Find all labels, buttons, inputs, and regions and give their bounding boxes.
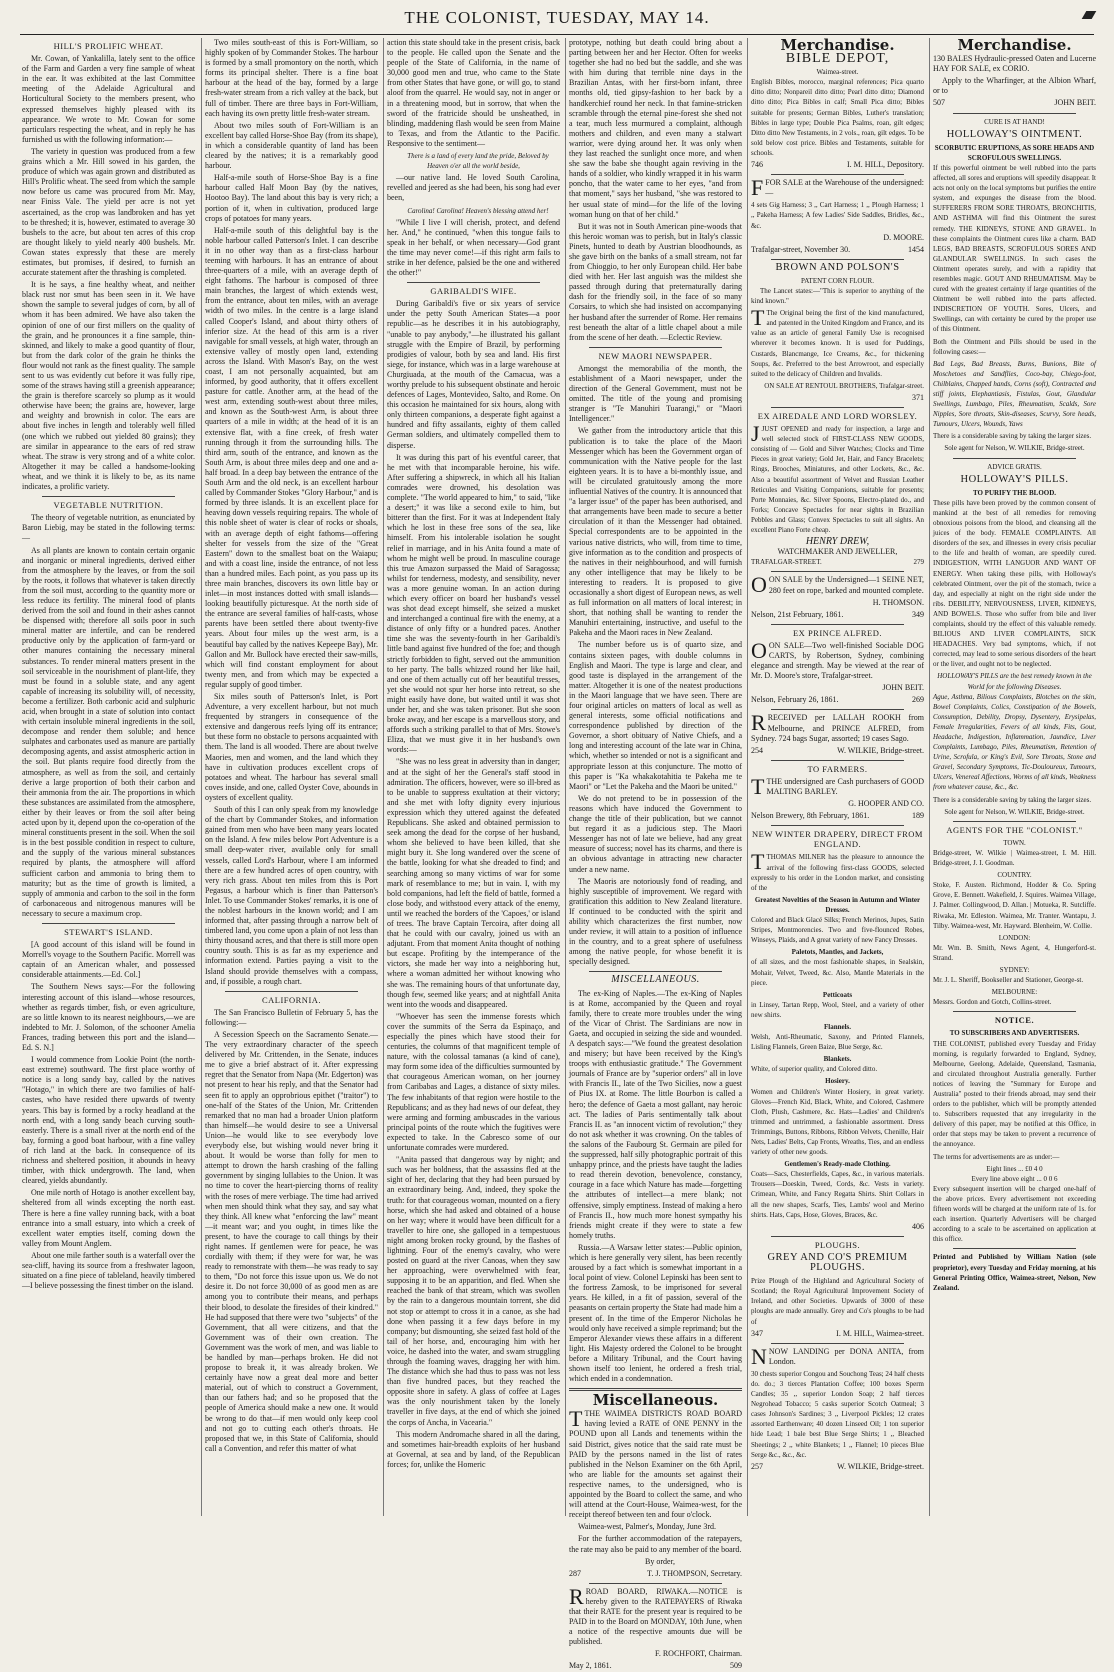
paragraph: We do not pretend to be in possession of the reasons which have induced the Government to change the title of their publication, but we cannot but regard it as a judicious step. The Maori Messenger has not of late we believe, had any great measure of success; novel has its charms, and there is an obvious advantage in attracting new character under a new name.: [569, 793, 742, 874]
column-5: [751, 38, 924, 1516]
paragraph: South of this I can only speak from my knowledge of the chart by Commander Stokes, and information gained from men who have been many years located on the Island. A few miles below Port Adventure is a small deep-water river, available only for small vessels, called Lord's Harbour, where I am informed there are a few hundred acres of open country, with very rich grass. About ten miles from this is Port Pegasus, a harbour which is finer than Patterson's Inlet. To use Commander Stokes' remarks, it is one of the noblest harbours in the known world; and I am informed that, after passing through a narrow belt of timbered land, you come upon a plain of not less than thirty thousand acres, and that there is still more open country south. This is as far as my experience and information extend. Parties paying a visit to the Island should provide themselves with a compass, and, if possible, a rough chart.: [205, 805, 378, 986]
paragraph: The Southern News says:—For the following interesting account of this island—whose resources, whether as regards timber, fish, or even agriculture, are so little known to its nearest neighbours,—we are indebted to Mr. J. Solomon, of the schooner Amelia Frances, trading between this port and the island—Ed. S. N.]: [22, 982, 195, 1052]
column-rule: [201, 38, 202, 1516]
paragraph: The number before us is of quarto size, and contains sixteen pages, with double columns in English and Maori. The type is large and clear, and good taste is displayed in the arrangement of the matter. Altogether it is one of the neatest productions in the Maori language that we have seen. There are four original articles on matters of local as well as general interests, some official notifications and correspondence published by direction of the Governor, a short obituary of Native Chiefs, and a long and interesting account of the late war in China, which, whether so intended or not is a significant and appropriate lesson at this conjuncture. The motto of this paper is "Ka whakakotahitia te Pakeha me te Maori" or "Let the Pakeha and the Maori be united.": [569, 640, 742, 791]
ad-prince-alfred: EX PRINCE ALFRED. O ON SALE—Two well-finished Sociable DOG CARTS, by Robertson, Sydney, combining elegance and strength. May be viewed at the rear of Mr. D. Moore's store, Trafalgar-street. JOHN BEIT. Nelson, February 26, 1861. 269: [751, 627, 924, 705]
paragraph: This modern Andromache shared in all the daring, and sometimes hair-breadth exploits of her husband at Governal, at sea and by land, of the Republican forces; for, unlike the Homeric: [387, 1429, 560, 1469]
page-title: THE COLONIST, TUESDAY, MAY 14.: [404, 8, 710, 27]
paragraph: Mr. Cowan, of Yankalilla, lately sent to the office of the Farm and Garden a very fine sample of wheat in the ear. It was exhibited at the last Committee meeting of the Adelaide Agricultural and Horticultural Society to the members present, who expressed themselves highly pleased with its appearance. We wrote to Mr. Cowan for some particulars respecting the wheat, and in reply he has furnished us with the following information:—: [22, 54, 195, 144]
paragraph: "She was no less great in adversity than in danger; and at the sight of her the General's staff stood in admiration. The officers, however, were so ill-bred as to be unable to suppress exultation at their victory; and she met with lofty dignity every injurious expression which they uttered against the defeated Republicans. She asked and obtained permission to seek among the dead for the corpse of her husband, whom she believed to have been killed, that she might bury it. She long wandered over the scene of the battle, looking for what she dreaded to find; and searching among so many victims of war for some mark of resemblance to me; but in vain. I, with my bold companions, had left the field of battle, formed a close body, and withstood every attack of the enemy, until we reached the borders of the 'Capoes,' or island of trees. The brave Captain Tercoira, after doing all that he could with our cavalry, joined us with an adjutant. From that moment Anita thought of nothing but escape. Profiting by the intemperance of the victors, she made her way into a neighboring hut, where a woman admitted her without knowing who she was. The remaining hours of that unfortunate day, though few, seemed like years; and at nightfall Anita went into the woods and disappeared.: [387, 757, 560, 1009]
column-rule: [929, 38, 930, 1516]
paragraph: Russia.—A Warsaw letter states:—Public opinion, which is here generally very silent, has been recently aroused by a fact which is somewhat important in a local point of view. Colonel Lepinski has been sent to the fortress Zamosk, to be imprisoned for several years. He killed, in a fit of passion, several of the peasants on certain property the State had made him a present of. In the time of the Emperor Nicholas he would only have received a simple reprimand; but the Emperor Alexander views these affairs in a different light. His Majesty ordered the Colonel to be brought before a Military Tribunal, and the Court having shown itself too lenient, he ordered a fresh trial, which ended in a condemnation.: [569, 1242, 742, 1384]
ad-notice: NOTICE. TO SUBSCRIBERS AND ADVERTISERS. THE COLONIST, published every Tuesday and Friday morning, is regularly forwarded to England, Sydney, Melbourne, Geelong, Adelaide, Queensland, Tasmania, and circulated throughout Australia generally. Further notices of leaving the "Summary for Europe and Australia" posted to their friends abroad, may send their orders to the publisher, which will be promptly attended to. Subscribers requested that any irregularity in the delivery of this paper, may be notified at this Office, in order that steps may be taken to prevent a recurrence of the annoyance. The terms for advertisements are as under:— Eight lines ... £0 4 0 Every line above eight ... 0 0 6 Every subsequent insertion will be charged one-half of the above prices. Every advertisement not exceeding fifteen words will be charged at the uniform rate of 1s. for each insertion. Quarterly Advertisers will be charged according to a scale to be ascertained on application at this office. Printed and Published by William Nation (sole proprietor), every Tuesday and Friday morning, at his General Printing Office, Waimea-street, Nelson, New Zealand.: [933, 1015, 1096, 1292]
paragraph: But it was not in South American pine-woods that this heroic woman was to perish, but in Italy's classic Pinets, hunted to death by Austrian bloodhounds, as she gave birth on the banks of a small stream, not far from Chioggio, to her only European child. Her babe died with her. Her last anguish was the mildest she passed through during that preternaturally daring dash for the friendly soil, in the face of so many Corsairs, to which she had insisted on accompanying her husband after the surrender of Rome. Her remains rest beneath the altar of a little chapel about a mile from the scene of her death. —Eclectic Review.: [569, 221, 742, 342]
ad-holloway-ointment: CURE IS AT HAND! HOLLOWAY'S OINTMENT. SCORBUTIC ERUPTIONS, AS SORE HEADS AND SCROFULOUS SWELLINGS. If this powerful ointment be well rubbed into the parts affected, all sores and eruptions will speedily disappear. It acts not only on the local symptoms but purifies the entire system, and expunges the disease from the blood. SUFFERERS FROM SORE THROATS, BRONCHITIS, AND ASTHMA will find this Ointment the surest remedy. THE KIDNEYS, STONE AND GRAVEL. In these complaints the Ointment cures like a charm. BAD LEGS, BAD BREASTS, SCROFULOUS SORES AND GLANDULAR SWELLINGS. In such cases the Ointment operates surely, and with a rapidity that resembles magic. GOUT AND RHEUMATISM. May be cured with the greatest certainty if large quantities of the Ointment be well rubbed into the parts affected. INDISCRETION OF YOUTH. Sores, Ulcers, and Swellings, can with certainty be cured by the proper use of this Ointment. Both the Ointment and Pills should be used in the following cases:— Bad Legs, Bad Breasts, Burns, Bunions, Bite of Moschetoes and Sandflies, Coco-bay, Chiego-foot, Chilblains, Chapped hands, Corns (soft), Contracted and stiff joints, Elephantiasis, Fistulas, Gout, Glandular Swellings, Lumbago, Piles, Rheumatism, Scalds, Sore Nipples, Sore throats, Skin-diseases, Scurvy, Sore heads, Tumours, Ulcers, Wounds, Yaws There is a considerable saving by taking the larger sizes. Sole agent for Nelson, W. WILKIE, Bridge-street.: [933, 117, 1096, 453]
paragraph: It was during this part of his eventful career, that he met with that incomparable heroine, his wife. After suffering a shipwreck, in which all his Italian comrades were drowned, his desolation was complete. "The world appeared to him," to said, "like a desert;" it was like a second exile to him, but bitterer than the first. For it was at Independent Italy which he lost in these free sons of the sea, like himself. From his intolerable isolation he sought relief in marriage, and in his Anita found a mate of whom he might well be proud. In masculine courage this true Amazon surpassed the Maid of Saragossa; whilst for tenderness, modesty, and sensibility, never was a more genuine woman. In an action during which every officer on board her husband's vessel was shot dead except himself, she seized a musket and interchanged a continual fire with the enemy, at a distance of only fifty or a hundred paces. Another time she was the seventy-fourth in her Garibaldi's little band against five hundred of the foe; and though strictly forbidden to fight, served out the ammunition to her party. The balls whizzed round her like hail, and one of them actually cut off her beautiful tresses, yet she would not spur her horse into retreat, so she might easily have done, but waited until it was shot under her, and she was taken prisoner. But she soon broke away, and her escape is a marvellous story, and affords such a striking parallel to that of Mrs. Stowe's Eliza, that we must give it in her husband's own words:—: [387, 452, 560, 755]
column-6: [933, 38, 1096, 1516]
ad-riwaka-road-board: R ROAD BOARD, RIWAKA.—NOTICE is hereby given to the RATEPAYERS of Riwaka that their RATE for the present year is required to be PAID in to the Board on MONDAY, 10th June, when a notice of the respective amounts due will be published. F. ROCHFORT, Chairman. May 2, 1861. 509: [569, 1583, 742, 1671]
column-rule: [565, 38, 566, 1516]
paragraph: A Secession Speech on the Sacramento Senate.—The very extraordinary character of the speech delivered by Mr. Crittenden, in the Senate, induces me to give a brief abstract of it. After expressing regret that the Senator from Napa (Mr. Edgerton) was not present to hear his reply, and that the Senator had seen fit to apply an opprobrious epithet ("traitor") to one-half of the States of the Union, Mr. Crittenden remarked that no man had a broader Union platform than himself—he would desire to see a Universal Union—he would like to see everybody love everybody else, but wishing would never bring it about. It would be worse than folly for men to attempt to drown the harsh crashing of the falling government by singing lullabies to the Union. It was no time to cover the heart-piercing thorns of reality with the roses of mere verbiage. The time had arrived when men should think what they say, and say what they think. All knew what "enforcing the law" meant—it meant war; and you ought, in times like the present, to have the courage to call things by their right names. If gentlemen were for peace, he was cordially with them; if they were for war, he was ready to remonstrate with them—he was ready to say to them, "Do not force this issue upon us. We do not desire it. Do not force 30,000 of as good men as are among you to contribute their means, and perhaps their blood, to desolate the firesides of their kindred." He had supposed that there were two "subjects" of the Government, that all were citizens, and that the Government was of their own creation. The Government was the work of men, and was liable to be handled by man—perhaps broken. He did not propose to break it, it was already broken. We certainly have now a great deal more and better material, out of which to construct a Government, than our fathers had; and so he proposed that the people of America should make a new one. It would be wrong to do that—if men would only keep cool and not go to cutting each other's throats. He proposed that we, in this State of California, should call a Convention, and refer this matter of what: [205, 1030, 378, 1453]
paragraph: action this state should take in the present crisis, back to the people. He called upon the Senate and the people of the State of California, in the name of 30,000 good men and true, who came to the State from other States that have gone, or will go, to stand aloof from the quarrel. He would say, not in anger or in a threatening mood, but in sorrow, that when the sword of the fratricide should be unsheathed, in blinding, maddening flash would be seen from Maine to Texas, and from the Atlantic to the Pacific. Responsive to the sentiment—: [387, 38, 560, 148]
section-header-merchandise: Merchandise.: [957, 36, 1072, 54]
masthead: [20, 6, 1094, 35]
column-rule: [383, 38, 384, 1516]
section-title-miscellaneous: MISCELLANEOUS.: [611, 974, 700, 986]
corner-mark-icon: [1084, 6, 1094, 24]
ad-holloway-pills: ADVICE GRATIS. HOLLOWAY'S PILLS. TO PURIFY THE BLOOD. These pills have been proved by the common consent of mankind at the best of all remedies for removing obnoxious poisons from the blood, and cleansing all the juices of the body. FEMALE COMPLAINTS. All disorders of the sex, and illnesses in every crisis peculiar to the life and health of woman, are speedily cured. INDIGESTION, WITH LANGUOR AND WANT OF ENERGY. When taking these pills, with Holloway's celebrated Ointment, over the pit of the stomach, twice a day, and especially at night on the right side under the ribs. DEBILITY, NERVOUSNESS, LIVER, KIDNEYS, AND BOWELS. Those who suffer from bile and liver complaints, should try the effect of this valuable remedy. BILIOUS AND LIVER COMPLAINTS, SICK HEADACHES. Very bad symptoms, which, if not corrected, may lead to some serious disorders of the heart or the liver, and ought not to be neglected. HOLLOWAY'S PILLS are the best remedy known in the World for the following Diseases. Ague, Asthma, Bilious Complaints, Blotches on the skin, Bowel Complaints, Colics, Constipation of the Bowels, Consumption, Debility, Dropsy, Dysentery, Erysipelas, Female Irregularities, Fevers of all kinds, Fits, Gout, Headache, Indigestion, Inflammation, Jaundice, Liver Complaints, Lumbago, Piles, Rheumatism, Retention of Urine, Scrofula, or King's Evil, Sore Throats, Stone and Gravel, Secondary Symptoms, Tic-Douloureux, Tumours, Ulcers, Venereal Affections, Worms of all kinds, Weakness from whatever cause, &c., &c. There is a considerable saving by taking the larger sizes. Sole agent for Nelson, W. WILKIE, Bridge-street.: [933, 462, 1096, 816]
paragraph: During Garibaldi's five or six years of service under the petty South American States—a poor republic—as he describes it in his autobiography, "unable to pay anybody,"—he illustrated his gallant struggle with the Empire of Brazil, by performing prodigies of valour, both by sea and land. His first siege, for instance, which was in a large warehouse at Churgiuada, at the mouth of the Camacua, was a worthy prelude to his subsequent obstinate and heroic defences of Lages, Montevideo, Salto, and Rome. On this occasion he maintained for six hours, along with only thirteen companions, a desperate fight against a hundred and fifty assailants, eighty of them called German soldiers, and ultimately compelled them to disperse.: [387, 299, 560, 450]
paragraph: The San Francisco Bulletin of February 5, has the following:—: [205, 1007, 378, 1027]
paragraph: "Anita passed that dangerous way by night; and such was her boldness, that the assassins fled at the sight of her, declaring that they had been pursued by an extraordinary being. And, indeed, they spoke the truth: for that courageous woman, mounted on a fiery horse, which she had asked and obtained of a house on her way; where it would have been difficult for a traveller to hire one, she galloped in a tempestuous night among broken rocky ground, by the flashes of lightning. Four of the enemy's cavalry, who were posted on guard at the river Canoas, when they saw her approaching, were overwhelmed with fear, supposing it to be an apparition, and fled. When she reached the bank of that stream, which was swollen by the rain to a dangerous mountain torrent, she did not stop or attempt to cross it in a canoe, as she had done when passing it a few days before in my company; but dismounting, she seized fast hold of the tail of her horse, and, encouraging him with her voice, he dashed into the water, and swam struggling through the foaming waves, dragging her with him. The distance which she had thus to pass was not less than five hundred paces, but they reached the opposite shore in safety. A glass of coffee at Lages was the only nourishment taken by the lonely traveller in five days, at the end of which she joined the corps of Ancha, in Vacearia.": [387, 1155, 560, 1427]
ad-winter-drapery: NEW WINTER DRAPERY, DIRECT FROM ENGLAND. T THOMAS MILNER has the pleasure to announce the arrival of the following first-class GOODS, selected expressly to his order in the London market, and consisting of the Greatest Novelties of the Season in Autumn and Winter Dresses. Colored and Black Glacé Silks; French Merinos, Jupes, Satin Stripes, Montmorencies. Two and five-flounced Robes, Winseys, Plaids, and A great variety of new Fancy Dresses. Paletots, Mantles, and Jackets, of all sizes, and the most fashionable shapes, in Sealskin, Mohair, Velvet, Tweed, &c. Also, Mantle Materials in the piece. Petticoats in Linsey, Tartan Repp, Wool, Steel, and a variety of other new shirts. Flannels. Welsh, Anti-Rheumatic, Saxony, and Printed Flannels, Lisling Flannels, Green Baize, Blue Serge, &c. Blankets. White, of superior quality, and Colored ditto. Hosiery. Women and Children's Winter Hosiery, in great variety. Gloves—French Kid, Black, White, and Colored, Cashmere Cloth, Plush, Cashmere, &c. Hats—Ladies' and Children's trimmed and untrimmed, a fashionable assortment. Dress Trimmings, Buttons, Ribbons, Ribbon Velvets, Chenille, Hair Nets, Ladies' Belts, Cap Fronts, Wreaths, Ties, and an endless variety of other new goods. Gentlemen's Ready-made Clothing. Coats—Sacs, Chesterfields, Capes, &c., in various materials. Trousers—Doeskin, Tweed, Cords, &c. Vests in variety. Crimean, White, and Fancy Regatta Shirts. Shirt Collars in all the new shapes, Scarfs, Ties, Lambs' wool and Merino shirts. Hats, Caps, Hose, Gloves, Braces, &c. 406: [751, 829, 924, 1231]
ad-bible-depot: BIBLE DEPOT, Waimea-street. English Bibles, morocco, marginal references; Pica quarto ditto ditto; Nonpareil ditto ditto; Pearl ditto ditto; Diamond ditto ditto; Pica Bibles in calf; Small Pica ditto; Bibles suitable for presents; German Bibles, Luther's translation; Bibles in large type; Double Pica Psalms, roan, gilt edges; Ditto ditto New Testaments, in 2 vols., roan, gilt edges. To be sold below cost price. Bibles and Testaments, suitable for schools. 746 I. M. HILL, Depository.: [751, 51, 924, 170]
paragraph: We gather from the introductory article that this publication is to take the place of the Maori Messenger which has been the Government organ of communication with the Native people for the last eighteen years. It is to have a bi-monthly issue, and will be circulated gratuitously among the more influential Natives of the country. It is announced that "a larger issue" of the paper has been authorised, and that arrangements have been made to secure a better circulation of it than the Messenger had obtained. Special correspondents are to be appointed in the various native districts, who will, from time to time, give information as to the condition and prospects of the natives in their neighbourhood, and will furnish any other intelligence that may be likely to be interesting to readers. It is proposed to give occasionally a short digest of European news, as well as full information on all matters of local interest; in short, that nothing shall be wanting to render the Manuhiri entertaining, instructive, and useful to the Pakeha and the Maori races in New Zealand.: [569, 426, 742, 638]
article-title-hill: HILL'S PROLIFIC WHEAT.: [53, 41, 164, 51]
paragraph: —our native land. He loved South Carolina, revelled and jeered as she had been, his song had ever been,: [387, 173, 560, 203]
column-4: [569, 38, 742, 1671]
column-3: [387, 38, 560, 1516]
article-title-garibaldi: GARIBALDI'S WIFE.: [430, 286, 517, 297]
article-title-maori: NEW MAORI NEWSPAPER.: [598, 350, 713, 361]
paragraph: Two miles south-east of this is Fort-William, so highly spoken of by Commander Stokes. The harbour is formed by a small promontory on the north, which forms its principal shelter. There is a fine boat harbour at the head of the bay, formed by a large fresh-water stream from a rich valley at the back, but full of timber. There are three bays in Fort-William, each having its own pretty little fresh-water stream.: [205, 38, 378, 118]
section-header-miscellaneous: Miscellaneous.: [592, 1391, 719, 1410]
article-title-california: CALIFORNIA.: [261, 994, 322, 1005]
ad-brown-polson: BROWN AND POLSON'S PATENT CORN FLOUR. The Lancet states:—"This is superior to anything of the kind known." T The Original being the first of the kind manufactured, and patented in the United Kingdom and France, and its value as an article of general Family Use is recognised wherever it becomes known. It is used for Puddings, Custards, Blancmange, Ice Creams, &c., for thickening Soups, &c. Preferred to the best Arrowroot, and especially suited to the delicacy of Children and Invalids. ON SALE AT RENTOUL BROTHERS, Trafalgar-street. 371: [751, 261, 924, 402]
paragraph: Half-a-mile south of Horse-Shoe Bay is a fine harbour called Half Moon Bay (by the natives, Hootoo Bay). The land about this bay is very rich; a portion of it, when in cultivation, produced large crops of potatoes for many years.: [205, 173, 378, 223]
verse: Carolina! Carolina! Heaven's blessing attend her!: [407, 206, 549, 215]
paragraph: "While I live I will cherish, protect, and defend her. And," he continued, "when this tongue fails to speak in her behalf, or when necessary—God grant the time may never come!—if this right arm fails to strike in her defence, palsied be the one and withered the other!": [387, 217, 560, 278]
paragraph: The ex-King of Naples.—The ex-King of Naples is at Rome, accompanied by the Queen and royal family, there to create more troubles under the wing of the Vicar of Christ. The Sardinians are now in Gaeta, and occupied in seizing the side and wounded. A despatch says:—"We found the greatest desolation and misery; but have been received by the King's troops with enthusiastic gratitude." The Government journals of France are by "superior orders" all in love with Francis II., late of the Two Sicilies, now a guest of Pius IX. at Rome. The little Bourbon is called a hero; the defence of Gaeta a most gallant, nay heroic act. The ladies of Paris sentimentally talk about Francis II. as "an innocent victim of revolution;" they do not ask whether it was crowning. On the tables of the salons of the Faubourg St. Germain are piled for the suppressed, half silly photographic portrait of this unhappy prince, and the priests have taught the ladies to read therein devotion, benevolence, constancy, courage in a face which Nature has made—forgetting the attributes of intellect—a mere blank; not offensive, simply emptiness. Instead of making a hero of Francis II., how much more honest sympathy his friends might create if they were to state a few homely truths.: [569, 988, 742, 1240]
paragraph: About one mile farther south is a waterfall over the sea-cliff, having its source from a freshwater lagoon, situated on a fine piece of tableland, heavily timbered—I believe possessing the finest timber on the island.: [22, 1250, 195, 1291]
column-2: [205, 38, 378, 1516]
paragraph: It is he says, a fine healthy wheat, and neither black rust nor smut has been seen in it. We have shown the sample to several judges of corn, by all of whom it has been admired. We have also taken the opinion of one of our first millers on the quality of the grain, and he pronounces it a fine sample, thin-skinned, and likely to make a good quantity of flour, but from the dark color of the grain he thinks the flour would not rank as the finest quality. The sample sent to us was evidently cut before it was fully ripe, some of the straws having still a greenish appearance; the grain is therefore scarcely so plump as it would otherwise have been; the grains are, however, large and weighty and brownish in color. The ears are about five inches in length and tolerably well filled (one which we rubbed out yielded 80 grains); they are similar in appearance to the ears of red straw wheat. The straw is very strong and of a white color. Altogether it may be called a handsome-looking wheat, and we think it is likely to be, as its name indicates, a prolific variety.: [22, 280, 195, 492]
paragraph: The variety in question was produced from a few grains which a Mr. Hill sowed in his garden, the produce of which was again grown and distributed as Hill's Prolific wheat. The seed from which the sample now before us came was procured from Mr. May, near Finiss Vale. The yield per acre is not yet ascertained, as the crop was landbroken and has yet to be threshed; it is, however, estimated to average 30 bushels to the acre, but about ten acres of this crop are thought likely to yield nearly 400 bushels. Mr. Cowan states expressly that these are merely estimates, but promises, if desired, to furnish an accurate statement after the thrashing is completed.: [22, 146, 195, 278]
column-1: [22, 38, 195, 1516]
article-title-vegetable: VEGETABLE NUTRITION.: [53, 500, 164, 511]
ad-to-farmers: TO FARMERS. T THE undersigned are Cash purchasers of GOOD MALTING BARLEY. G. HOOPER AND CO. Nelson Brewery, 8th February, 1861. 189: [751, 763, 924, 821]
section-header-merchandise: Merchandise.: [780, 36, 895, 54]
ad-lallah-rookh: R RECEIVED per LALLAH ROOKH from Melbourne, and PRINCE ALFRED, from Sydney. 724 bags Sugar, assorted; 19 cases Sago. 254 W. WILKIE, Bridge-street.: [751, 710, 924, 755]
verse: There is a land of every land the pride, Beloved by Heaven o'er all the world beside,: [407, 152, 549, 171]
paragraph: I would commence from Lookie Point (the north-east extreme) southward. The first place worthy of notice is a long sandy bay, called by the natives "Hotago," in which there are two families of half-castes, who have resided there upwards of twenty years. This bay is formed by a rocky headland at the north end, with a long sandy beach curving south-easterly. There is a small river at the north end of the bay, forming a good boat harbour, with a fine valley of rich land at the back. In consequence of its richness and sheltered position, it abounds in heavy timber, with thick undergrowth. The land, when cleared, yields abundantly.: [22, 1055, 195, 1186]
ad-agents: AGENTS FOR THE "COLONIST." TOWN. Bridge-street, W. Wilkie | Waimea-street, I. M. Hill. Bridge-street, J. I. Goodman. COUNTRY. Stoke, F. Austen. Richmond, Hodder & Co. Spring Grove, E. Bennett. Wakefield, J. Squires. Waimea Village, J. Palmer. Collingwood, D. Allan. | Motueka, R. Sutcliffe. Riwaka, Mr. Edleston. Waimea, Mr. Tranter. Wantapu, J. Tilby. Waimea-west, Mr. Hayward. Blenheim, W. Collie. LONDON: Mr. Wm. B. Smith, News Agent, 4, Hungerford-st. Strand. SYDNEY: Mr. J. L. Sheriff, Bookseller and Stationer, George-st. MELBOURNE: Messrs. Gordon and Gotch, Collins-street.: [933, 824, 1096, 1007]
ad-airedale: EX AIREDALE AND LORD WORSLEY. J JUST OPENED and ready for inspection, a large and well selected stock of FIRST-CLASS NEW GOODS, consisting of — Gold and Silver Watches; Clocks and Time Pieces in great variety; Gold Jet, Hair, and Fancy Bracelets; Rings, Brooches, Miniatures, and other Lockets, &c., &c. Also a beautiful assortment of Velvet and Russian Leather Reticules and Visiting Companions, suitable for presents; Porte Monnaies, &c. Silver Spoons, Electro-plated do., and Forks; Concave Spectacles for near sights in Brazilian Pebbles and Glass; Convex Spectacles to suit all sights. An excellent Piano Forte cheap. HENRY DREW, WATCHMAKER AND JEWELLER, TRAFALGAR-STREET. 279: [751, 411, 924, 567]
paragraph: Six miles south of Patterson's Inlet, is Port Adventure, a very excellent harbour, but not much frequented by strangers in consequence of the extensive and dangerous reefs lying off its entrance; but these form no obstacle to persons acquainted with them. The land is all wooded. There are about twelve Maories, men and women, and the land which they have in cultivation produces excellent crops of potatoes and wheat. The harbour has several small coves inside, and one, called Oyster Cove, abounds in oysters of excellent quality.: [205, 692, 378, 802]
paragraph: About two miles south of Fort-William is an excellent bay called Horse-Shoe Bay (from its shape), in which a considerable quantity of land has been cleared by the natives; it is a remarkably good harbour.: [205, 120, 378, 171]
article-title-stewart: STEWART'S ISLAND.: [64, 926, 153, 937]
paragraph: Half-a-mile south of this delightful bay is the noble harbour called Patterson's Inlet. I can describe it in no other way than as a first-class harbour teeming with harbours. It has an entrance of about three-quarters of a mile, with an average depth of eight fathoms. The harbour is composed of three main branches, the largest of which extends west, from the entrance, about ten miles, with an average width of two miles. In the centre is a large island called Cooper's Island, and about thirty others of inferior size. At the head of this arm is a river navigable for small vessels, at high water, through an extensive valley of mostly open land, extending across the Island. With Mason's Bay, on the west coast, I am not personally acquainted, but am informed, by good authority, that it offers excellent pasture for cattle. Another arm, at the head of the west arm, extending south-west about three miles, and known as the South-west Arm, is about three quarters of a mile in width; at the head of it is an extensive flat, with a fine creek, of fresh water running through it from the surrounding hills. The third arm, south of the entrance, and known as the South Arm, is about three miles deep and one and a-half broad. In a deep bay between the entrance of the South Arm and the old neck, is an excellent harbour called by Commander Stokes "Glory Harbour," and is formed by three islands. It is an excellent place for heaving down vessels requiring repairs. The whole of this noble sheet of water is clear of rocks or shoals, with an average depth of eight fathoms—offering shelter for vessels from the size of the "Great Eastern" down to the smallest boat on the Waiapu; and with a coast line, inside the entrance, of not less than a hundred miles. Each point, as you pass up its three main branches, discovers its own little bay or inlet—in most instances dotted with small islands—looking beautifully picturesque. At the north side of the entrance are several families of half-casts, whose parents have been settled there about twenty-five years. About four miles up the west arm, is a beautiful bay called by the natives Kepeepe Bay), Mr. Gallon and Mr. Bullock have erected their saw-mills, which will find constant employment for about twenty men, and from which may be expected a regular supply of good timber.: [205, 225, 378, 689]
paragraph: As all plants are known to contain certain organic and inorganic or mineral ingredients, derived either from the atmosphere by the leaves, or from the soil by the roots, it follows that whatever is taken directly from the soil must, according to the quantity more or less reduce its fertility. The mineral food of plants derived from the soil and found in their ashes cannot be dispensed with; therefore all soils poor in such mineral matter are infertile, and can be rendered productive only by the application of farm-yard or other manures containing the necessary mineral substances. To render mineral matters present in the soil serviceable in the nourishment of plant-life, they must be found in a soluble state, and any agent capable of increasing its solubility will, of necessity, become a fertilizer. Both carbonic acid and sulphuric acid, when brought in a state of solution into contact with certain insoluble mineral ingredients in the soil, decompose and render them soluble; and hence sulphates and carbonates used as manure are partially decomposing agents, and assist atmospheric action in the soil. But plants require food directly from the atmosphere, as well as from the soil, and certainly derive a large proportion of both their carbon and their ammonia from the air. The proportions in which these substances are assimilated from the atmosphere, either by their leaves or from the soil after being acted upon by it, depend upon the co-operation of the mineral constituents present in the soil. When the soil is in the best possible condition in respect to culture, and the supply of the various mineral substances required by plants, the atmosphere will afford sufficient carbon and ammonia to bring them to maturity; but as the time of growth is limited, a supply of ammonia and carbon to the soil in the form of carbonaceous and nitrogenous manures will be necessary to secure a maximum crop.: [22, 545, 195, 918]
paragraph: "Whoever has seen the immense forests which cover the summits of the Serra da Espinaço, and especially the pines which have stood their for centuries, the columns of that magnificent temple of nature, with the colossal tamanas (a kind of cane), may form some idea of the difficulties surmounted by that courageous American woman, on her journey from Caribabas and Lages, a distance of sixty miles. The few inhabitants of that region were hostile to the Republicans; and as they had news of our defeat, they were arming and forming ambuscades in the various principal points of the route which the fugitives were expected to take. In the Cabresco some of our unfortunate comrades were murdered.: [387, 1011, 560, 1153]
paragraph: Amongst the memorabilia of the month, the establishment of a Maori newspaper, under the direction of the General Government, must not be omitted. The title of the young and promising stranger is "Te Manuhiri Tuarangi," or "Maori Intelligencer.": [569, 363, 742, 424]
paragraph: The theory of vegetable nutrition, as enunciated by Baron Liebig, may be stated in the following terms:—: [22, 513, 195, 543]
ad-dona-anita: N NOW LANDING per DONA ANITA, from London. 30 chests superior Congou and Souchong Teas; 24 half chests do. do.; 3 tierces Plantation Coffee; 100 boxes Sperm Candles; 35 ,, superior London Soap; 2 half tierces Negrohead Tobacco; 5 casks superior Scotch Oatmeal; 3 cases Johnson's Sardines; 3 ,, Liverpool Pickles; 12 crates assorted Earthenware; 40 dozen Linseed Oil; 1 ton superior hide Lead; 1 bale best Blue Serge Shirts; 1 ,, Bleached Sheetings; 2 ,, white Blankets; 1 ,, Flannel; 10 pieces Blue Serge &c., &c., &c. 257 W. WILKIE, Bridge-street.: [751, 1343, 924, 1471]
paragraph: [A good account of this island will be found in Morrell's voyage to the Southern Pacific. Morrell was captain of an American whaler, and possessed considerable attainments.—Ed. Col.]: [22, 940, 195, 980]
column-rule: [747, 38, 748, 1516]
ad-ploughs: PLOUGHS. GREY AND CO'S PREMIUM PLOUGHS. Prize Plough of the Highland and Agricultural Society of Scotland; the Royal Agricultural Improvement Society of Ireland, and other Societies. Upwards of 3000 of these ploughs are made annually. Grey and Co's ploughs to be had of 347 I. M. HILL, Waimea-street.: [751, 1239, 924, 1338]
paragraph: One mile north of Hotago is another excellent bay, sheltered from all winds excepting the north east. There is here a fine valley running back, with a boat entrance into a small estuary, into which a creek of excellent water empties itself, coming down the valley from Mount Anglem.: [22, 1188, 195, 1248]
ad-seine-net: O ON SALE by the Undersigned—1 SEINE NET, 280 feet on rope, barked and mounted complete. H. THOMSON. Nelson, 21st February, 1861. 349: [751, 572, 924, 619]
paragraph: prototype, nothing but death could bring about a parting between her and her Hector. Often for weeks together she had no bed but the saddle, and she was with him during that terrible nine days in the Brazilian Antas, with her first-born infant, three months old, tied gipsy-fashion to her back by a handkerchief round her neck. In that famine-stricken scramble through the eternal pine-forest she shed not a tear, much less murmured a complaint, although mothers and children, and even many a stalwart warrior, were dying around her. It was only when they last reached the sunlight once more, and when she saw the babe she thought again reviving in the hands of a soldier, who kindly wrapped it in his warm poncho, that the water came to her eyes, "and from that moment," says her husband, "she was restored to her usual state of mind—for the life of the loving woman hung on that of her child.": [569, 38, 742, 219]
ad-waimea-road-board: T THE WAIMEA DISTRICTS ROAD BOARD having levied a RATE of ONE PENNY in the POUND upon all Lands and tenements within the said District, gives notice that the said rate must be PAID by the persons named in the list of rates published in the Nelson Examiner on the 6th April, who are liable for the amounts set against their respective names, to the undersigned, who is appointed by the Board to collect the same, and who will attend at the Court-House, Waimea-west, for the receipt thereof between ten and four o'clock. Waimea-west, Palmer's, Monday, June 3rd. For the further accommodation of the ratepayers, the rate may also be paid to any member of the board. By order, 287 T. J. THOMPSON, Secretary.: [569, 1406, 742, 1578]
ad-hay-bales: 130 BALES Hydraulic-pressed Oaten and Lucerne HAY FOR SALE, ex CORIO. Apply to the Wharfinger, at the Albion Wharf, or to 507 JOHN BEIT.: [933, 54, 1096, 108]
ad-for-sale-harness: F FOR SALE at the Warehouse of the undersigned:— 4 sets Gig Harness; 3 ,, Cart Harness; 1 ,, Plough Harness; 1 ,, Pakeha Harness; A few Ladies' Side Saddles, Bridles, &c., &c. D. MOORE. Trafalgar-street, November 30. 1454: [751, 175, 924, 254]
paragraph: The Maoris are notoriously fond of reading, and highly susceptible of improvement. We regard with gratification this addition to New Zealand literature. If continued to be conducted with the spirit and ability which characterizes the first number, now under review, it will attain to a position of influence in the country, and to a great sphere of usefulness among the native people, for whose benefit it is specially designed.: [569, 876, 742, 967]
